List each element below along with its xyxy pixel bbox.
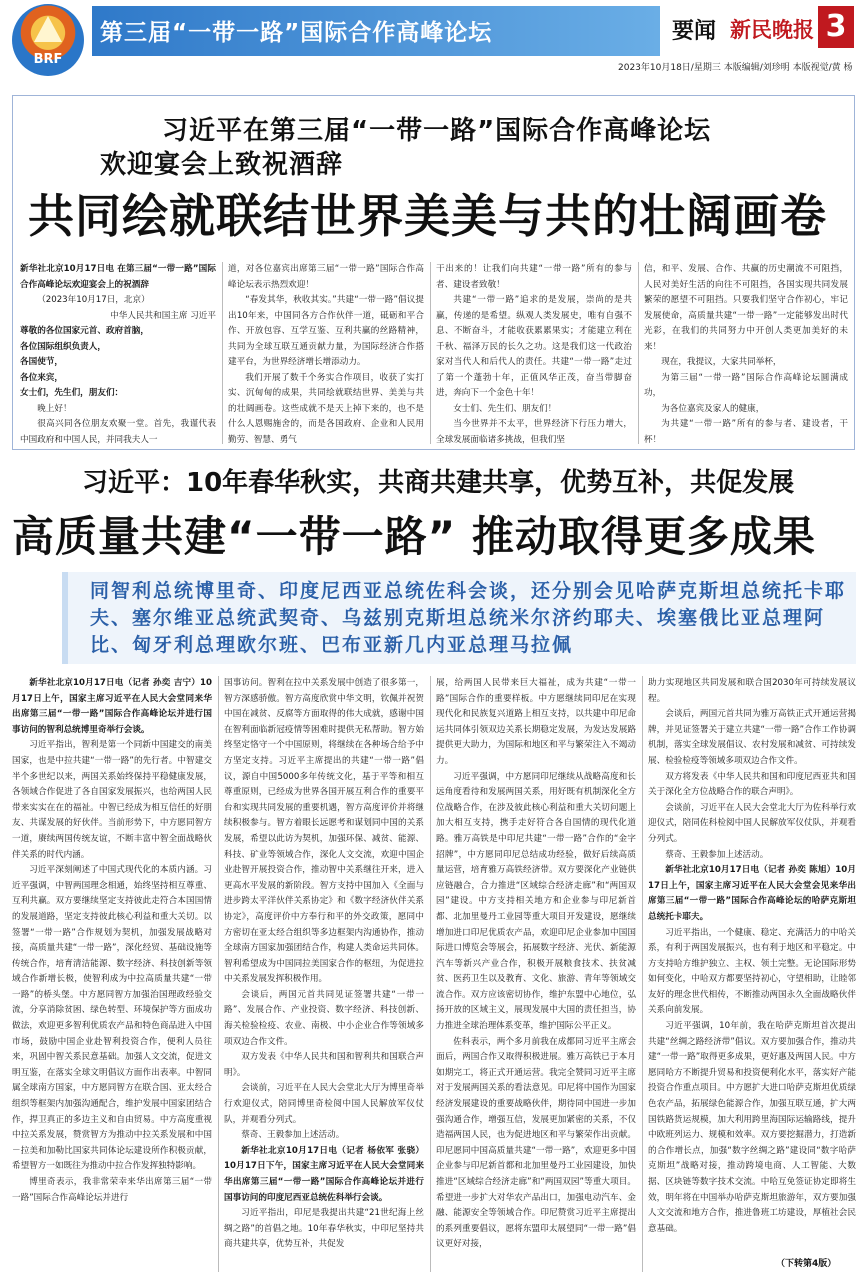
- story2-column-1: [12, 676, 212, 1272]
- paragraph: 共建“一带一路”追求的是发展，崇尚的是共赢，传递的是希望。纵观人类发展史，唯有自强不息、不断奋斗，才能收获累累果实；才能建立利在千秋、福泽万民的长久之功。这是我们这一代政治家对当代人和后代人的责任。共建“一带一路”走过了第一个蓬勃十年，正值风华正茂，奋当带脚奋进，奔向下一个金色十年！: [436, 295, 632, 398]
- story1-column-2: [228, 262, 424, 444]
- paragraph: “春发其华，秋收其实。”共建“一带一路”倡议提出10年来，中国同各方合作伙伴一道，砥砺和平合作、开放包容、互学互鉴、互利共赢的丝路精神，共同为全球互联互通贡献力量，为国际经济合作搭建平台，为世界经济增长增添动力。: [228, 295, 424, 367]
- paragraph: 新华社北京10月17日电（记者 孙奕 陈旭）10月17日上午，国家主席习近平在人民大会堂会见来华出席第三届“一带一路”国际合作高峰论坛的哈萨克斯坦总统托卡耶夫。: [648, 865, 856, 922]
- paragraph: 会谈后，两国元首共同为雅万高铁正式开通运营揭牌，并见证签署关于建立共建“一带一路”合作工作协调机制，落实全球发展倡议、农村发展和减贫、可持续发展、检验检疫等领域多项双边合作文件。: [648, 709, 856, 766]
- story1-subhead-2: 欢迎宴会上致祝酒辞: [100, 150, 344, 180]
- paragraph: 会谈后，两国元首共同见证签署共建“一带一路”、发展合作、产业投资、数字经济、科技创新、海关检验检疫、农业、南极、中小企业合作等领域多项双边合作文件。: [224, 989, 424, 1047]
- continued-note: （下转第4版）: [776, 1259, 837, 1269]
- logo-text: BRF: [33, 52, 63, 67]
- paragraph: 展，给两国人民带来巨大福祉，成为共建“一带一路”国际合作的重要样板。中方愿继续同印尼在实现现代化和民族复兴道路上相互支持，以共建中印尼命运共同体引领双边关系长期稳定发展，为发达发展路提供更大助力，为国际和地区和平与繁荣注入不竭动力。: [436, 678, 636, 766]
- paragraph: 尊敬的各位国家元首、政府首脑，: [20, 326, 149, 336]
- paragraph: 为第三届“一带一路”国际合作高峰论坛圆满成功，: [644, 372, 848, 398]
- paragraph: 双方发表《中华人民共和国和智利共和国联合声明》。: [224, 1052, 424, 1078]
- story1-subhead-1: 习近平在第三届“一带一路”国际合作高峰论坛: [162, 116, 712, 146]
- paragraph: 蔡奇、王毅参加上述活动。: [665, 849, 769, 860]
- paragraph: 中华人民共和国主席 习近平: [110, 310, 216, 321]
- paragraph: 双方将发表《中华人民共和国和印度尼西亚共和国关于深化全方位战略合作的联合声明》。: [648, 771, 856, 798]
- story2-subhead: 习近平：10年春华秋实，共商共建共享，优势互补，共促发展: [82, 468, 795, 498]
- story1-column-1: [20, 262, 216, 444]
- paragraph: 新华社北京10月17日电（记者 孙奕 吉宁）10月17日上午，国家主席习近平在人民大会堂同来华出席第三届“一带一路”国际合作高峰论坛并进行国事访问的智利总统博里奇举行会谈。: [12, 678, 212, 735]
- page-number: 3: [818, 6, 854, 48]
- paragraph: 博里奇表示，我非常荣幸来华出席第三届“一带一路”国际合作高峰论坛并进行: [12, 1177, 212, 1203]
- paragraph: 女士们、先生们、朋友们！: [453, 403, 557, 414]
- brf-logo: [12, 4, 84, 76]
- story2-column-3: [436, 676, 636, 1272]
- paragraph: 习近平强调，10年前，我在哈萨克斯坦首次提出共建“丝绸之路经济带”倡议。双方要加强合作，推动共建“一带一路”取得更多成果，更好惠及两国人民。中方愿同哈方不断提升贸易和投资便利化水平，落实好产能投资合作重点项目。中方愿扩大进口哈萨克斯坦优质绿色农产品，拓展绿色能源合作，加强互联互通，扩大两国铁路货运规模，加大利用跨里海国际运输路线，提升中欧班列运力、规模和效率。双方要挖掘潜力，打造新的合作增长点，加强“数字丝绸之路”建设同“数字哈萨克斯坦”战略对接，推动跨境电商、人工智能、大数据、区块链等数字技术交流。中哈互免签证协定即将生效，明年将在中国举办哈萨克斯坦旅游年，双方要加强人文交流和地方合作，推进鲁班工坊建设，厚植社会民意基础。: [648, 1021, 856, 1234]
- story2-lead: 同智利总统博里奇、印度尼西亚总统佐科会谈，还分别会见哈萨克斯坦总统托卡耶夫、塞尔维亚总统武契奇、乌兹别克斯坦总统米尔济约耶夫、埃塞俄比亚总理阿比、匈牙利总理欧尔班、巴布亚新几内亚总理马拉佩: [90, 580, 847, 656]
- story2-headline: 高质量共建“一带一路” 推动取得更多成果: [12, 512, 816, 561]
- story2-column-2: [224, 676, 424, 1272]
- paragraph: 信，和平、发展、合作、共赢的历史潮流不可阻挡，人民对美好生活的向往不可阻挡，各国实现共同发展繁荣的愿望不可阻挡。只要我们坚守合作初心，牢记发展使命，高质量共建“一带一路”一定能够发出时代光彩，在我们的共同努力中开创人类更加美好的未来！: [644, 264, 848, 352]
- forum-title: 第三届“一带一路”国际合作高峰论坛: [100, 20, 493, 46]
- paragraph: 很高兴同各位朋友欢聚一堂。首先，我谨代表中国政府和中国人民，并同我夫人一: [20, 419, 216, 444]
- paragraph: 干出来的！让我们向共建“一带一路”所有的参与者、建设者致敬！: [436, 264, 632, 290]
- column-rule: [222, 262, 223, 444]
- masthead: [0, 0, 865, 78]
- newspaper-name: 新民晚报: [730, 17, 814, 42]
- column-rule: [218, 676, 219, 1272]
- story1-column-4: [644, 262, 848, 444]
- paragraph: 新华社北京10月17日电 在第三届“一带一路”国际合作高峰论坛欢迎宴会上的祝酒辞: [20, 264, 216, 290]
- mountain-icon: [34, 16, 62, 42]
- paragraph: 女士们，先生们，朋友们：: [20, 388, 124, 398]
- paragraph: 蔡奇、王毅参加上述活动。: [241, 1130, 345, 1141]
- paragraph: 习近平指出，一个健康、稳定、充满活力的中哈关系，有利于两国发展振兴，也有利于地区和平稳定。中方支持哈方维护独立、主权、领土完整。无论国际形势如何变化，中哈双方都要坚持初心，守望相助，让睦邻友好的理念世代相传，不断推动两国永久全面战略伙伴关系向前发展。: [648, 927, 856, 1016]
- paragraph: 各位国际组织负责人，: [20, 341, 106, 352]
- column-rule: [430, 262, 431, 444]
- paragraph: 道，对各位嘉宾出席第三届“一带一路”国际合作高峰论坛表示热烈欢迎！: [228, 264, 424, 290]
- paragraph: 各国使节，: [20, 357, 63, 367]
- column-rule: [642, 676, 643, 1272]
- paragraph: 助力实现地区共同发展和联合国2030年可持续发展议程。: [648, 678, 856, 704]
- paragraph: 会谈前，习近平在人民大会堂北大厅为博里奇举行欢迎仪式，陪同博里奇检阅中国人民解放军仪仗队，并观看分列式。: [224, 1083, 424, 1125]
- paragraph: 为各位嘉宾及家人的健康，: [661, 403, 765, 414]
- paragraph: 习近平指出，印尼是我提出共建“21世纪海上丝绸之路”的首倡之地。10年春华秋实，中印尼坚持共商共建共享，优势互补，共促发: [224, 1208, 424, 1250]
- paragraph: 当今世界并不太平，世界经济下行压力增大，全球发展面临诸多挑战，但我们坚: [436, 419, 632, 444]
- paragraph: 晚上好！: [37, 403, 72, 414]
- paragraph: 各位来宾，: [20, 372, 63, 383]
- paragraph: 习近平强调，中方愿同印尼继续从战略高度和长远角度看待和发展两国关系，用好既有机制深化全方位战略合作，在涉及彼此核心利益和重大关切问题上加大相互支持，携手走好符合各自国情的现代化道路。雅万高铁是中印尼共建“一带一路”合作的“金字招牌”，中方愿同印尼总结成功经验，做好后续高质量运营，培育雅万高铁经济带。双方要深化产业链供应链融合，合力推进“区域综合经济走廊”和“两国双园”建设。中方支持相关地方和企业参与印尼新首都、北加里曼丹工业园等重大项目开发建设，愿继续增加进口印尼优质农产品，欢迎印尼企业参加中国国际进口博览会等展会，拓展数字经济、光伏、新能源汽车等新兴产业合作，积极开展粮食技术、扶贫减贫、医药卫生以及教育、文化、旅游、青年等领域交流合作。双方应该密切协作，维护东盟中心地位，弘扬开放的区域主义，展现发展中大国的责任担当，协力推进全球治理体系变革，维护国际公平正义。: [436, 771, 636, 1032]
- paragraph: 现在，我提议，大家共同举杯，: [661, 357, 782, 367]
- paragraph: 习近平指出，智利是第一个同新中国建交的南美国家，也是中拉共建“一带一路”的先行者。中智建交半个多世纪以来，两国关系始终保持平稳健康发展，各领域合作促进了各自国家发展振兴，也给两国人民带来实实在在的福祉。中智已经成为相互信任的好朋友、共谋发展的好伙伴。当前形势下，中方愿同智方一道，赓续两国传统友谊，不断丰富中智全面战略伙伴关系的时代内涵。: [12, 740, 212, 860]
- paragraph: 为共建“一带一路”所有的参与者、建设者，干杯！: [644, 419, 848, 444]
- section-name: 要闻: [672, 19, 717, 44]
- paragraph: 习近平深刻阐述了中国式现代化的本质内涵。习近平强调，中智两国理念相通，始终坚持相互尊重、互利共赢。双方要继续坚定支持彼此走符合本国国情的发展道路，坚定支持彼此核心利益和重大关切。以签署“一带一路”合作规划为契机，加强发展战略对接，高质量共建“一带一路”，深化经贸、基础设施等传统合作，培育清洁能源、数字经济、科技创新等领域合作新增长极，使智利成为中拉高质量共建“一带一路”的桥头堡。中方愿同智方加强治国理政经验交流，分享消除贫困、绿色转型、环境保护等方面成功做法，欢迎更多智利优质农产品和特色商品进入中国市场，鼓励中国企业赴智利投资合作，便利人员往来，巩固中智关系民意基础。加强人文交流，促进文明互鉴，在落实全球文明倡议方面作出表率。中智同属全球南方国家，中方愿同智方在联合国、亚太经合组织等框架内加强沟通配合，维护发展中国家团结合作，捍卫真正的多边主义和自由贸易。中方高度重视中拉关系发展，赞赏智方为推动中拉关系发展和中国－拉美和加勒比国家共同体论坛建设所作积极贡献，希望智方一如既往为推动中拉合作发挥独特影响。: [12, 865, 212, 1172]
- paragraph: （2023年10月17日，北京）: [37, 295, 150, 305]
- paragraph: 会谈前，习近平在人民大会堂北大厅为佐科举行欢迎仪式，陪同佐科检阅中国人民解放军仪仗队，并观看分列式。: [648, 802, 856, 844]
- story1-headline: 共同绘就联结世界美美与共的壮阔画卷: [28, 189, 827, 243]
- story2-column-4: [648, 676, 856, 1254]
- column-rule: [638, 262, 639, 444]
- paragraph: 新华社北京10月17日电（记者 杨依军 张骁）10月17日下午，国家主席习近平在人民大会堂同来华出席第三届“一带一路”国际合作高峰论坛并进行国事访问的印度尼西亚总统佐科举行会谈。: [224, 1145, 424, 1203]
- paragraph: 佐科表示，两个多月前我在成都同习近平主席会面后，两国合作又取得积极进展。雅万高铁已于本月如期完工，将正式开通运营。我完全赞同习近平主席对于发展两国关系的看法意见。印尼将中国作为国家经济发展建设的重要战略伙伴，期待同中国进一步加强沟通合作，增强互信，发展更加紧密的关系，不仅造福两国人民，也为促进地区和平与繁荣作出贡献。印尼愿同中国高质量共建“一带一路”，欢迎更多中国企业参与印尼新首都和北加里曼丹工业园建设，加快推进“区域综合经济走廊”和“两国双园”等重大项目。希望进一步扩大对华农产品出口，加强电动汽车、金融、能源安全等领域合作。印尼赞赏习近平主席提出的系列重要倡议，愿将东盟印太展望同“一带一路”倡议更好对接，: [436, 1036, 636, 1250]
- paragraph: 我们开展了数千个务实合作项目，收获了实打实、沉甸甸的成果，共同绘就联结世界、美美与共的壮阔画卷。这些成就不是天上掉下来的，也不是什么人恩赐施舍的，而是各国政府、企业和人民用勤劳、智慧、勇气: [228, 372, 424, 444]
- column-rule: [430, 676, 431, 1272]
- story1-column-3: [436, 262, 632, 444]
- paragraph: 国事访问。智利在拉中关系发展中创造了很多第一，智方深感骄傲。智方高度欣赏中华文明，钦佩并祝贺中国在减贫、反腐等方面取得的伟大成就，感谢中国在智利面临新冠疫情等困难时提供无私帮助。智方始终坚定恪守一个中国原则，将继续在各种场合给予中方坚定支持。习近平主席提出的共建“一带一路”倡议，源自中国5000多年传统文化，基于平等和相互尊重原则，已经成为世界各国开展互利合作的重要平台和实现共同发展的重要机遇，智方高度评价并将继续积极参与。智方着眼长远愿考和谋划同中国的关系发展，希望以此访为契机，加强环保、减贫、能源、科技、矿业等领域合作，深化人文交流，欢迎中国企业赴智开展投资合作，推动智中关系继往开来，进入更高水平发展的新阶段。智方支持中国加入《全面与进步跨太平洋伙伴关系协定》和《数字经济伙伴关系协定》，高度评价中方奉行和平的外交政策，愿同中方密切在亚太经合组织等多边框架内沟通协作，推动全球南方国家加强团结合作，构建人类命运共同体。智利希望成为中国同拉美国家合作的枢纽，为促进拉中关系发展发挥积极作用。: [224, 678, 424, 985]
- date-line: 2023年10月18日/星期三 本版编辑/刘珍明 本版视觉/黄 杨: [618, 63, 853, 73]
